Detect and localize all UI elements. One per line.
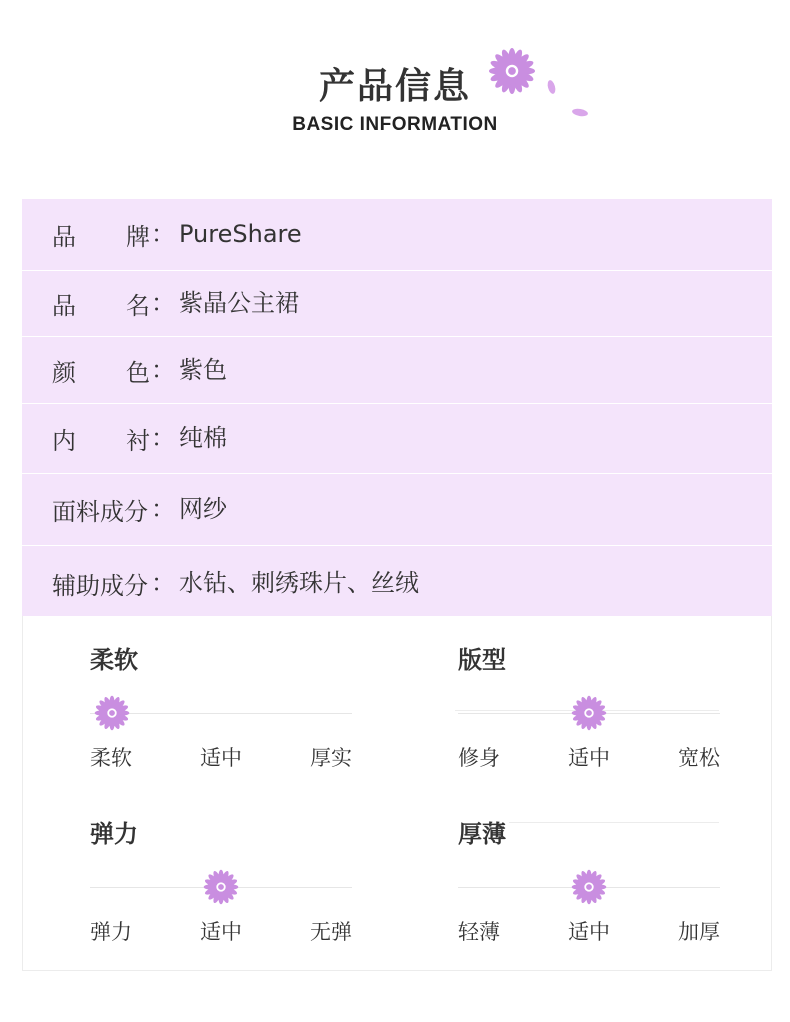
scale-option: 加厚 <box>678 920 720 944</box>
scale-option: 修身 <box>458 746 500 770</box>
info-label-colon: ： <box>151 569 175 597</box>
info-label-text: 衬 <box>126 427 150 455</box>
info-label <box>52 271 150 336</box>
section-subtitle: BASIC INFORMATION <box>292 114 498 135</box>
attribute-scale <box>458 814 720 954</box>
info-label-colon: ： <box>151 220 175 248</box>
info-row <box>22 199 772 271</box>
info-value: 纯棉 <box>179 424 227 452</box>
scale-option: 无弹 <box>310 920 352 944</box>
scale-option: 厚实 <box>310 746 352 770</box>
scale-title: 弹力 <box>90 820 138 848</box>
attribute-scale <box>458 640 720 780</box>
scale-option: 适中 <box>200 920 242 944</box>
info-label <box>52 404 150 473</box>
scale-option: 宽松 <box>678 746 720 770</box>
info-label-colon: ： <box>151 495 175 523</box>
scale-options <box>458 916 720 946</box>
info-label-text: 品 <box>52 223 76 251</box>
scale-options <box>458 742 720 772</box>
attribute-scale <box>90 640 352 780</box>
daisy-flower-icon <box>94 695 130 731</box>
scale-title: 柔软 <box>90 646 138 674</box>
info-row <box>22 271 772 337</box>
info-label <box>52 199 150 270</box>
info-row <box>22 546 772 621</box>
daisy-flower-icon <box>571 695 607 731</box>
info-label-colon: ： <box>151 289 175 317</box>
info-value: 网纱 <box>179 495 227 523</box>
info-label-text: 颜 <box>52 358 76 387</box>
info-row <box>22 404 772 474</box>
info-label-text: 辅助成分 <box>52 571 148 600</box>
scale-option: 适中 <box>568 746 610 770</box>
scale-option: 适中 <box>568 920 610 944</box>
fabric-attributes-panel <box>22 616 772 971</box>
scale-options <box>90 916 352 946</box>
info-label-text: 牌 <box>126 223 150 251</box>
info-label <box>52 546 148 620</box>
product-info-table <box>22 199 772 621</box>
info-label-colon: ： <box>151 356 175 384</box>
scale-title: 厚薄 <box>458 820 506 848</box>
daisy-flower-icon <box>203 869 239 905</box>
scale-option: 轻薄 <box>458 920 500 944</box>
scale-option: 适中 <box>200 746 242 770</box>
scale-option: 弹力 <box>90 920 132 944</box>
info-value: 紫色 <box>179 356 227 384</box>
info-value: 水钻、刺绣珠片、丝绒 <box>179 569 419 597</box>
info-label-text: 面料成分 <box>52 498 148 526</box>
attribute-scale <box>90 814 352 954</box>
info-label-text: 内 <box>52 427 76 455</box>
info-row <box>22 337 772 404</box>
scale-title: 版型 <box>458 646 506 674</box>
daisy-flower-icon <box>571 869 607 905</box>
info-value: PureShare <box>179 220 302 248</box>
daisy-flower-icon <box>488 47 536 95</box>
section-header <box>0 0 790 180</box>
scale-option: 柔软 <box>90 746 132 770</box>
info-row <box>22 474 772 546</box>
info-label-text: 品 <box>52 292 76 320</box>
info-value: 紫晶公主裙 <box>179 289 299 317</box>
scale-options <box>90 742 352 772</box>
info-label-text: 色 <box>126 358 150 387</box>
info-label-colon: ： <box>151 424 175 452</box>
info-label <box>52 337 150 403</box>
section-title: 产品信息 <box>318 66 471 107</box>
info-label <box>52 474 148 545</box>
info-label-text: 名 <box>126 292 150 320</box>
